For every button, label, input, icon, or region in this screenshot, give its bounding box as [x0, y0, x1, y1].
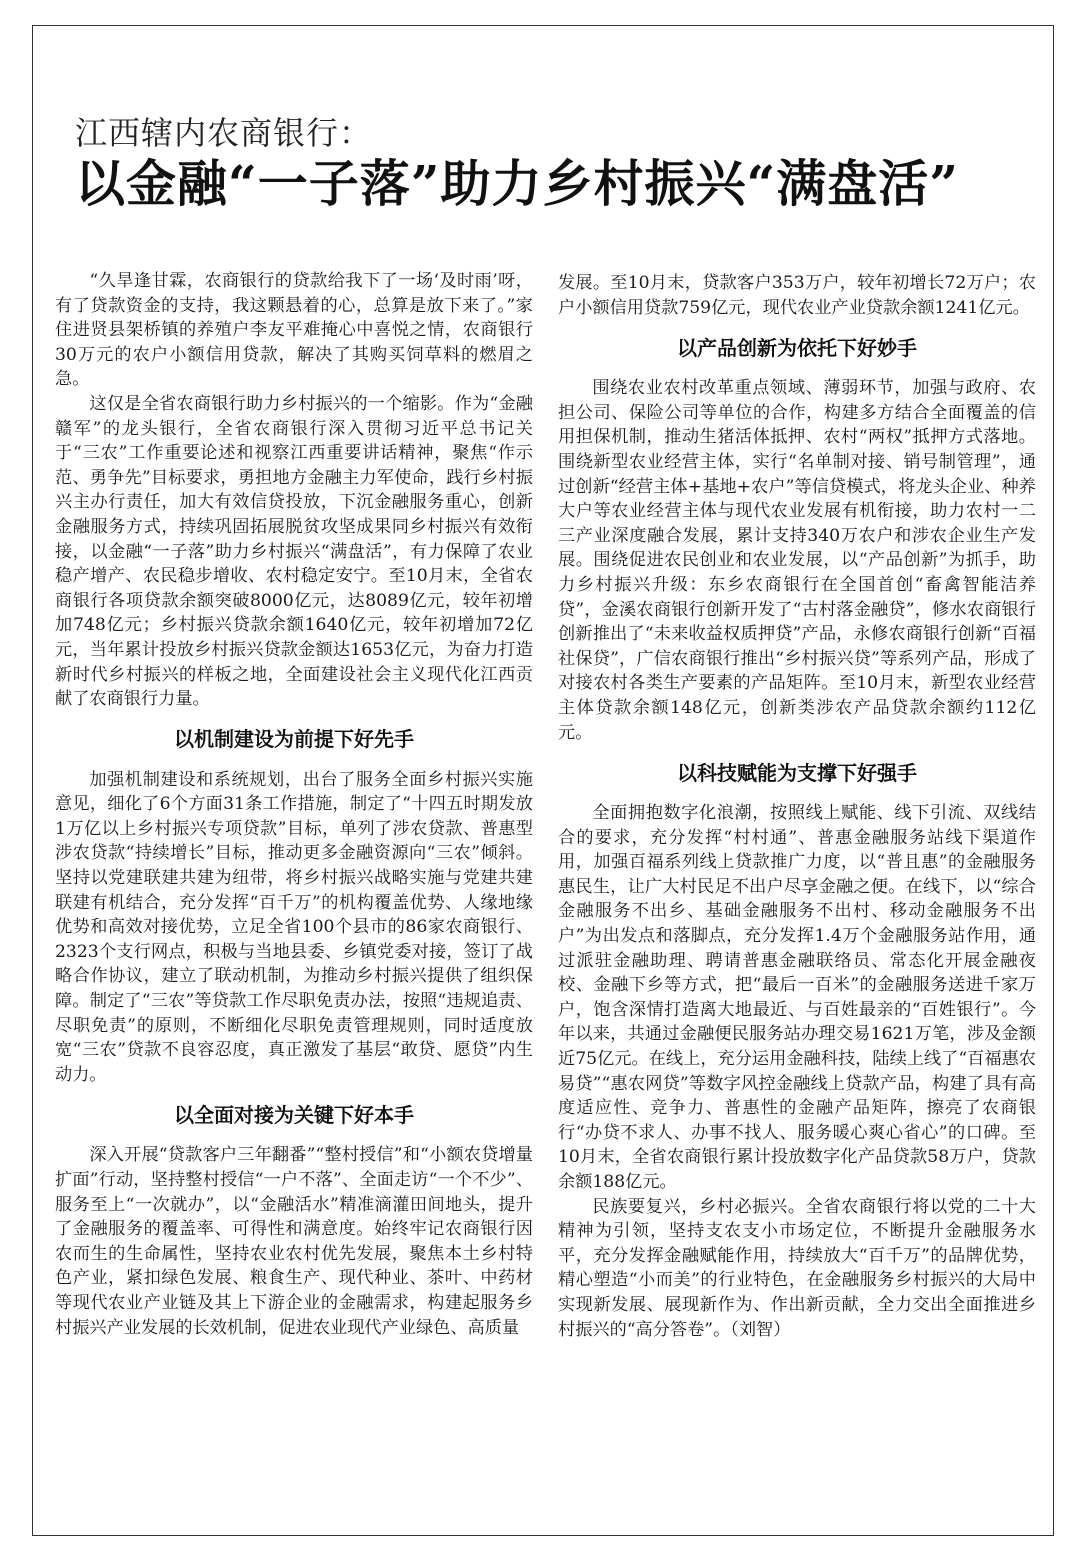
- closing-paragraph: 民族要复兴，乡村必振兴。全省农商银行将以党的二十大精神为引领，坚持支农支小市场定位，不断提升金融服务水平，充分发挥金融赋能作用，持续放大“百千万”的品牌优势，精心塑造“小而美”的行业特色，在金融服务乡村振兴的大局中实现新发展、展现新作为、作出新贡献，全力交出全面推进乡村振兴的“高分答卷”。（刘智）: [558, 1196, 1036, 1340]
- left-column: [55, 269, 533, 1340]
- article-kicker: 江西辖内农商银行：: [75, 114, 373, 152]
- section3-heading-wrap: [558, 320, 1036, 376]
- section4-heading: 以科技赋能为支撑下好强手: [677, 760, 917, 785]
- section2-body: 深入开展“贷款客户三年翻番”“整村授信”和“小额农贷增量扩面”行动，坚持整村授信“一户不落”、全面走访“一个不少”、服务至上“一次就办”，以“金融活水”精准滴灌田间地头，提升了金融服务的覆盖率、可得性和满意度。始终牢记农商银行因农而生的生命属性，坚持农业农村优先发展，聚焦本土乡村特色产业，紧扣绿色发展、粮食生产、现代种业、茶叶、中药材等现代农业产业链及其上下游企业的金融需求，构建起服务乡村振兴产业发展的长效机制，促进农业现代产业绿色、高质量: [55, 1145, 533, 1338]
- section1-heading: 以机制建设为前提下好先手: [174, 727, 414, 752]
- right-column: [558, 271, 1036, 1342]
- section4-body: 全面拥抱数字化浪潮，按照线上赋能、线下引流、双线结合的要求，充分发挥“村村通”、普惠金融服务站线下渠道作用，加强百福系列线上贷款推广力度，以“普且惠”的金融服务惠民生，让广大村民足不出户尽享金融之便。在线下，以“综合金融服务不出乡、基础金融服务不出村、移动金融服务不出户”为出发点和落脚点，充分发挥1.4万个金融服务站作用，通过派驻金融助理、聘请普惠金融联络员、常态化开展金融夜校、金融下乡等方式，把“最后一百米”的金融服务送进千家万户，饱含深情打造离大地最近、与百姓最亲的“百姓银行”。今年以来，共通过金融便民服务站办理交易1621万笔，涉及金额近75亿元。在线上，充分运用金融科技，陆续上线了“百福惠农易贷”“惠农网贷”等数字风控金融线上贷款产品，构建了具有高度适应性、竞争力、普惠性的金融产品矩阵，擦亮了农商银行“办贷不求人、办事不找人、服务暖心爽心省心”的口碑。至10月末，全省农商银行累计投放数字化产品贷款58万户，贷款余额188亿元。: [558, 803, 1036, 1192]
- newspaper-page: [32, 25, 1054, 1536]
- section3-heading: 以产品创新为依托下好妙手: [677, 335, 917, 360]
- section3-body: 围绕农业农村改革重点领域、薄弱环节，加强与政府、农担公司、保险公司等单位的合作，构建多方结合全面覆盖的信用担保机制，推动生猪活体抵押、农村“两权”抵押方式落地。围绕新型农业经营主体，实行“名单制对接、销号制管理”，通过创新“经营主体+基地+农户”等信贷模式，将龙头企业、种养大户等农业经营主体与现代农业发展有机衔接，助力农村一二三产业深度融合发展，累计支持340万农户和涉农企业生产发展。围绕促进农民创业和农业发展，以“产品创新”为抓手，助力乡村振兴升级：东乡农商银行在全国首创“畜禽智能洁养贷”，金溪农商银行创新开发了“古村落金融贷”，修水农商银行创新推出了“未来收益权质押贷”产品，永修农商银行创新“百福社保贷”，广信农商银行推出“乡村振兴贷”等系列产品，形成了对接农村各类生产要素的产品矩阵。至10月末，新型农业经营主体贷款余额148亿元，创新类涉农产品贷款余额约112亿元。: [558, 378, 1036, 743]
- section4-heading-wrap: [558, 745, 1036, 801]
- section2-heading-wrap: [55, 1087, 533, 1143]
- section2-heading: 以全面对接为关键下好本手: [174, 1103, 414, 1128]
- section2-body-continued: 发展。至10月末，贷款客户353万户，较年初增长72万户；农户小额信用贷款759亿元，现代农业产业贷款余额1241亿元。: [558, 273, 1036, 318]
- intro-paragraph-2: 这仅是全省农商银行助力乡村振兴的一个缩影。作为“金融赣军”的龙头银行，全省农商银行深入贯彻习近平总书记关于“三农”工作重要论述和视察江西重要讲话精神，聚焦“作示范、勇争先”目标要求，勇担地方金融主力军使命，践行乡村振兴主办行责任，加大有效信贷投放，下沉金融服务重心，创新金融服务方式，持续巩固拓展脱贫攻坚成果同乡村振兴有效衔接，以金融“一子落”助力乡村振兴“满盘活”，有力保障了农业稳产增产、农民稳步增收、农村稳定安宁。至10月末，全省农商银行各项贷款余额突破8000亿元，达8089亿元，较年初增加748亿元；乡村振兴贷款余额1640亿元，较年初增加72亿元，当年累计投放乡村振兴贷款金额达1653亿元，为奋力打造新时代乡村振兴的样板之地，全面建设社会主义现代化江西贡献了农商银行力量。: [55, 393, 533, 710]
- section1-heading-wrap: [55, 712, 533, 768]
- section1-body: 加强机制建设和系统规划，出台了服务全面乡村振兴实施意见，细化了6个方面31条工作措施，制定了“十四五时期发放1万亿以上乡村振兴专项贷款”目标，单列了涉农贷款、普惠型涉农贷款“持续增长”目标，推动更多金融资源向“三农”倾斜。坚持以党建联建共建为纽带，将乡村振兴战略实施与党建共建联建有机结合，充分发挥“百千万”的机构覆盖优势、人缘地缘优势和高效对接优势，立足全省100个县市的86家农商银行、2323个支行网点，积极与当地县委、乡镇党委对接，签订了战略合作协议，建立了联动机制，为推动乡村振兴提供了组织保障。制定了“三农”等贷款工作尽职免责办法，按照“违规追责、尽职免责”的原则，不断细化尽职免责管理规则，同时适度放宽“三农”贷款不良容忍度，真正激发了基层“敢贷、愿贷”内生动力。: [55, 769, 533, 1085]
- intro-paragraph-1: “久旱逢甘霖，农商银行的贷款给我下了一场‘及时雨’呀，有了贷款资金的支持，我这颗悬着的心，总算是放下来了。”家住进贤县架桥镇的养殖户李友平难掩心中喜悦之情，农商银行30万元的农户小额信用贷款，解决了其购买饲草料的燃眉之急。: [55, 271, 533, 390]
- article-headline: 以金融“一子落”助力乡村振兴“满盘活”: [75, 154, 960, 213]
